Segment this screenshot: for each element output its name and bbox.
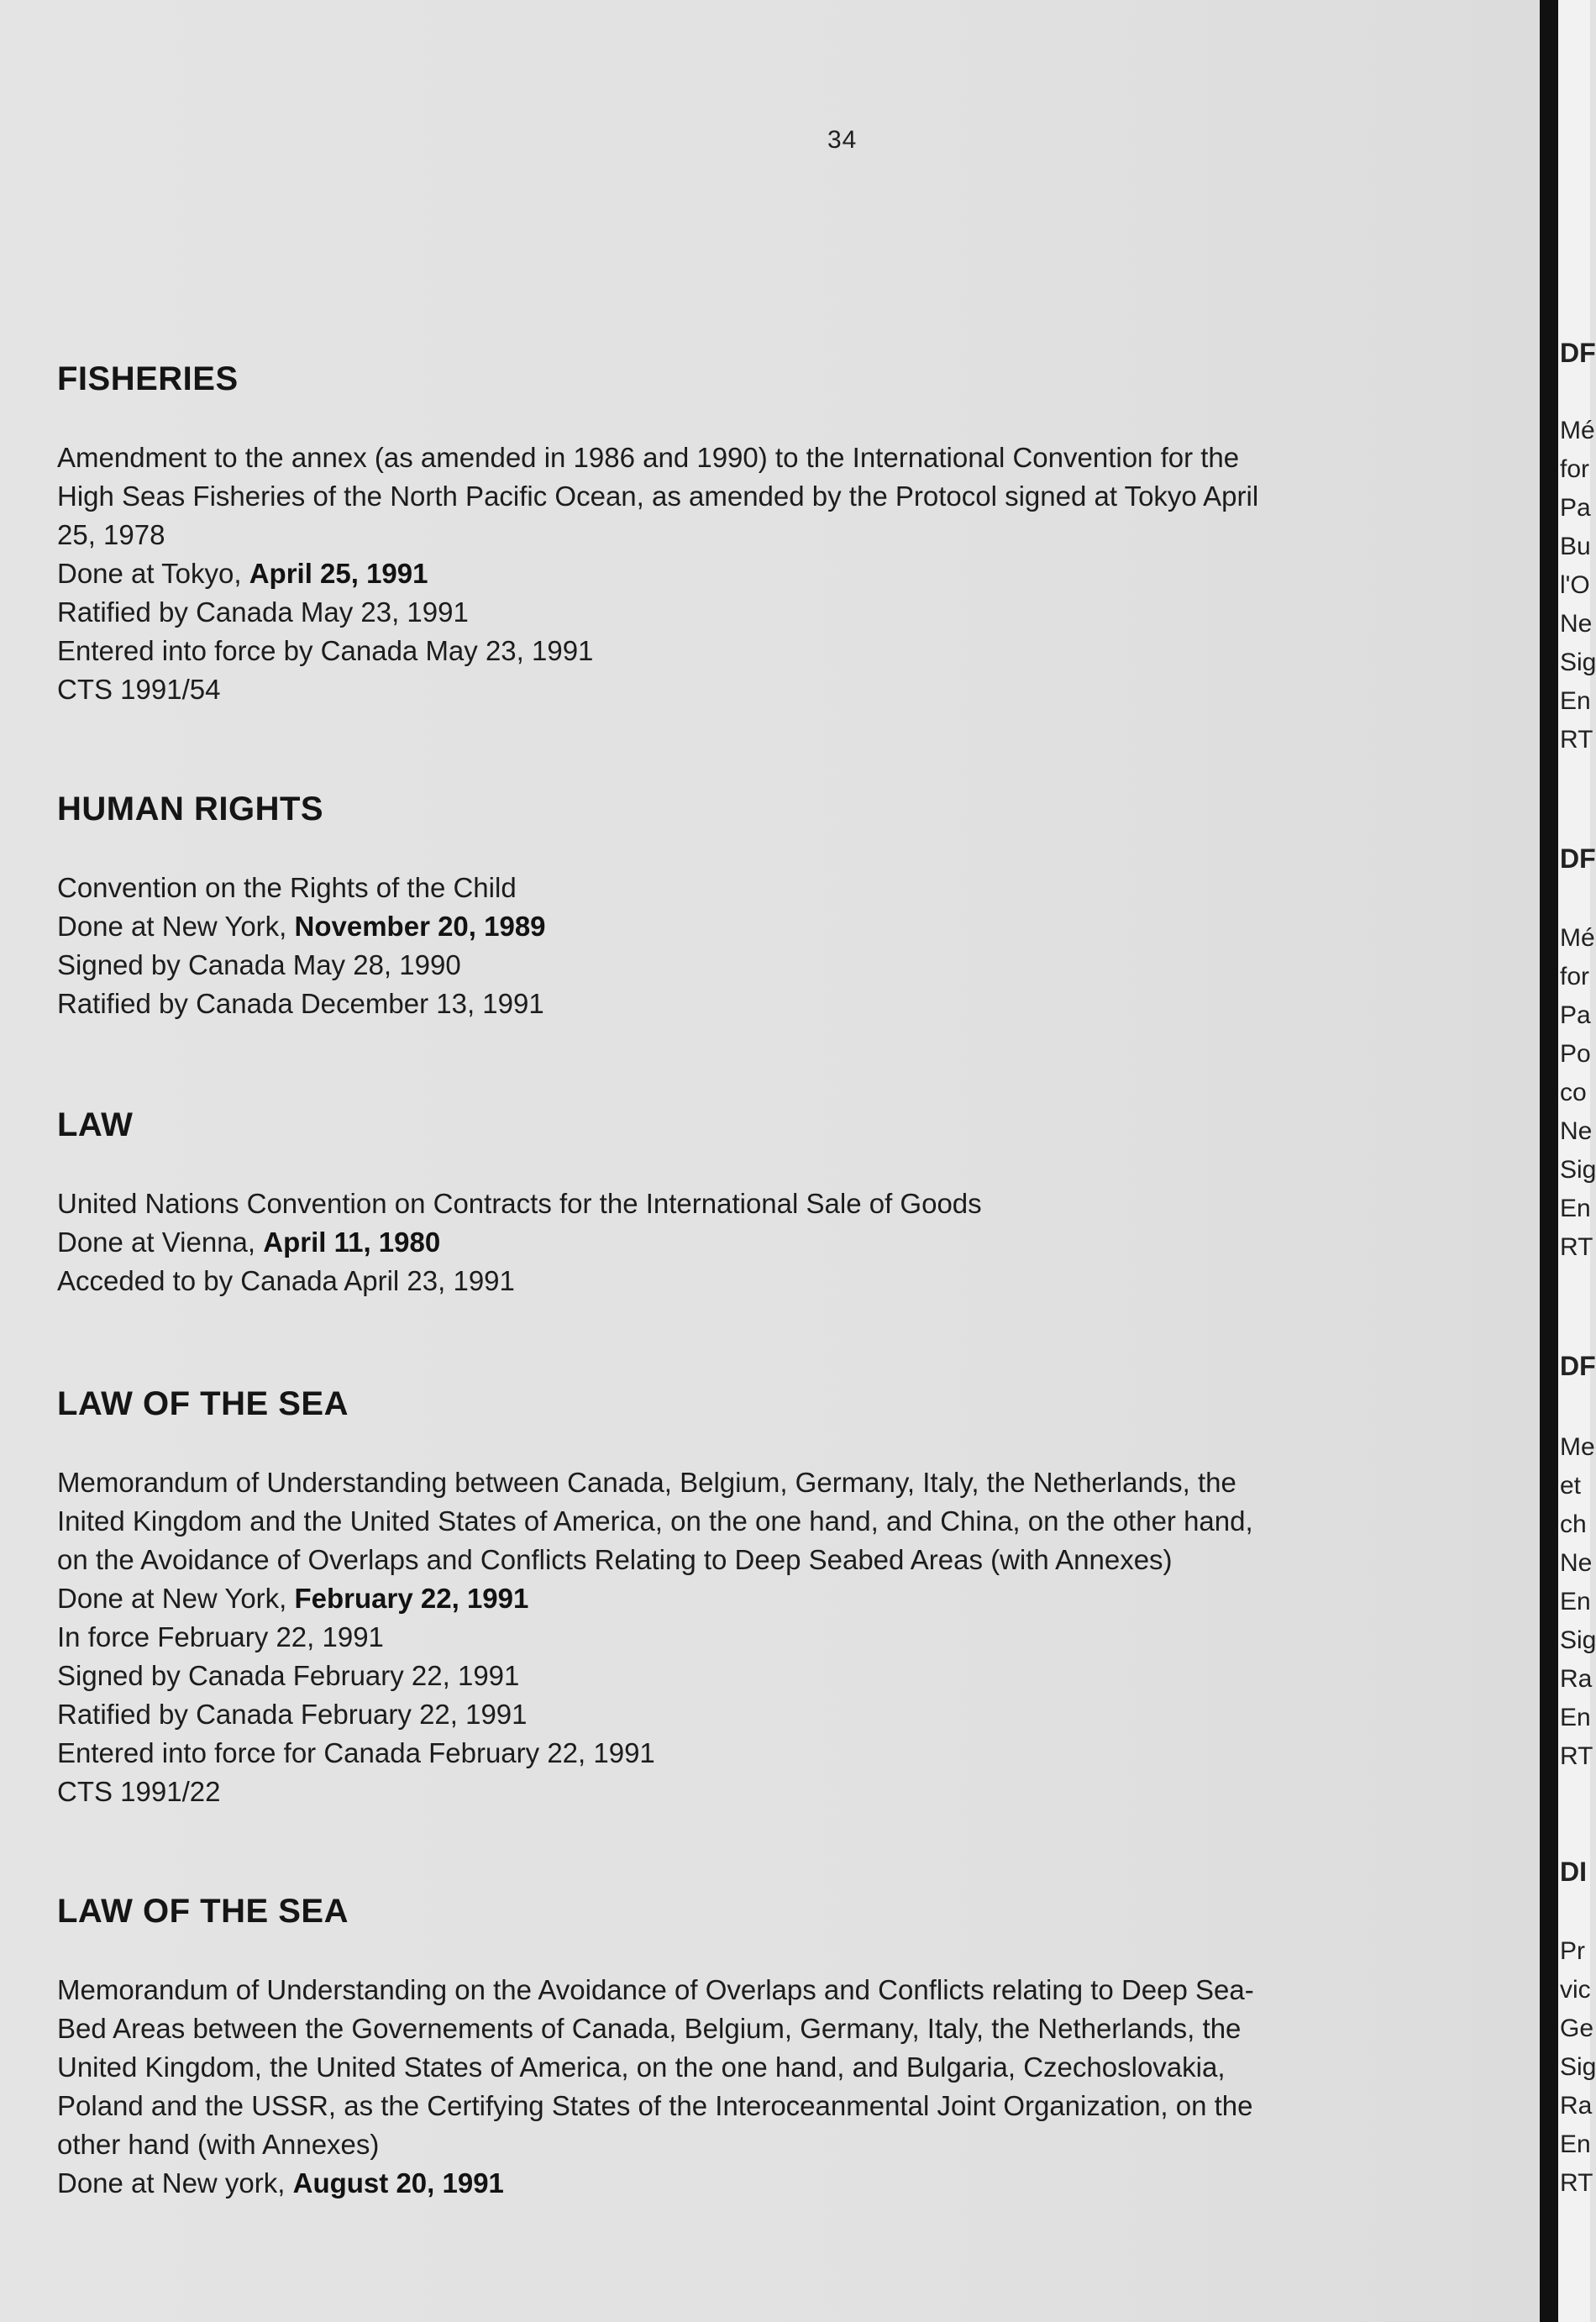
- facing-page-fragment: RT: [1560, 2169, 1593, 2197]
- detail-line: Signed by Canada May 28, 1990: [57, 949, 461, 980]
- facing-page-fragment: l'O: [1560, 571, 1590, 599]
- facing-page-fragment: Ne: [1560, 610, 1593, 638]
- done-place: Done at New York,: [57, 911, 287, 942]
- detail-line: CTS 1991/22: [57, 1776, 221, 1807]
- section-heading: LAW: [57, 1106, 134, 1143]
- treaty-title-line: Memorandum of Understanding between Canada, Belgium, Germany, Italy, the Netherlands, the: [57, 1467, 1236, 1498]
- section-law-of-the-sea-china: [57, 1384, 1519, 1811]
- done-place: Done at Tokyo,: [57, 558, 242, 589]
- facing-page-fragment: Mé: [1560, 924, 1595, 952]
- facing-page-fragment: for: [1560, 963, 1590, 990]
- section-fisheries: [57, 360, 1519, 709]
- facing-page-fragment: RT: [1560, 1233, 1593, 1261]
- done-at-line: [57, 1579, 1519, 1618]
- section-heading: HUMAN RIGHTS: [57, 791, 324, 827]
- facing-page-fragment: DI: [1560, 1857, 1587, 1887]
- done-date: August 20, 1991: [292, 2167, 504, 2199]
- treaty-title-line: Inited Kingdom and the United States of America, on the one hand, and China, on the other hand,: [57, 1505, 1253, 1537]
- detail-line: In force February 22, 1991: [57, 1621, 384, 1652]
- facing-page-fragment: Pr: [1560, 1937, 1585, 1965]
- facing-page-fragment: Sig: [1560, 1626, 1596, 1654]
- facing-page-fragment: Po: [1560, 1040, 1591, 1068]
- facing-page-fragment: Ne: [1560, 1117, 1593, 1145]
- detail-line: Entered into force by Canada May 23, 1991: [57, 635, 594, 666]
- facing-page-fragment: En: [1560, 687, 1591, 715]
- section-law-of-the-sea-ussr: [57, 1892, 1519, 2203]
- detail-line: Entered into force for Canada February 22, 1991: [57, 1737, 655, 1768]
- done-at-line: [57, 907, 1519, 946]
- facing-page-fragment: Ge: [1560, 2015, 1594, 2042]
- done-place: Done at New York,: [57, 1583, 287, 1614]
- section-law: [57, 1106, 1519, 1300]
- detail-line: CTS 1991/54: [57, 674, 221, 705]
- section-heading: LAW OF THE SEA: [57, 1385, 349, 1422]
- section-heading: LAW OF THE SEA: [57, 1893, 349, 1930]
- facing-page-fragment: En: [1560, 1588, 1591, 1615]
- facing-page-fragment: ch: [1560, 1510, 1587, 1538]
- treaty-title-line: Poland and the USSR, as the Certifying States of the Interoceanmental Joint Organization, on the: [57, 2090, 1253, 2121]
- done-at-line: [57, 1223, 1519, 1262]
- facing-page-fragment: En: [1560, 1195, 1591, 1222]
- done-place: Done at Vienna,: [57, 1227, 256, 1258]
- facing-page-fragment: Ra: [1560, 1665, 1593, 1693]
- done-date: April 11, 1980: [263, 1227, 441, 1258]
- done-date: November 20, 1989: [294, 911, 546, 942]
- done-at-line: [57, 554, 1519, 593]
- facing-page-fragment: Me: [1560, 1433, 1595, 1461]
- detail-line: Ratified by Canada May 23, 1991: [57, 596, 469, 628]
- detail-line: Signed by Canada February 22, 1991: [57, 1660, 520, 1691]
- facing-page-fragment: DF: [1560, 338, 1596, 368]
- facing-page-fragment: En: [1560, 2130, 1591, 2158]
- done-date: February 22, 1991: [294, 1583, 529, 1614]
- page-number: 34: [827, 126, 858, 154]
- facing-page-fragment: Sig: [1560, 1156, 1596, 1184]
- facing-page-fragment: co: [1560, 1079, 1587, 1106]
- facing-page-fragment: vic: [1560, 1976, 1591, 2004]
- facing-page-fragment: En: [1560, 1704, 1591, 1731]
- facing-page-fragment: et: [1560, 1472, 1582, 1500]
- section-heading: FISHERIES: [57, 360, 239, 397]
- treaty-title-line: United Nations Convention on Contracts for the International Sale of Goods: [57, 1188, 982, 1219]
- facing-page-fragment: Ra: [1560, 2092, 1593, 2120]
- treaty-title-line: High Seas Fisheries of the North Pacific Ocean, as amended by the Protocol signed at Tokyo April: [57, 481, 1259, 512]
- treaty-title-line: Convention on the Rights of the Child: [57, 872, 517, 903]
- facing-page-fragment: DF: [1560, 843, 1596, 874]
- treaty-title-line: Memorandum of Understanding on the Avoidance of Overlaps and Conflicts relating to Deep Sea-: [57, 1974, 1254, 2005]
- facing-page-fragment: Sig: [1560, 649, 1596, 676]
- treaty-title-line: 25, 1978: [57, 519, 165, 550]
- facing-page-fragment: Pa: [1560, 494, 1591, 522]
- facing-page-fragment: Pa: [1560, 1001, 1591, 1029]
- treaty-title-line: on the Avoidance of Overlaps and Conflicts Relating to Deep Seabed Areas (with Annexes): [57, 1544, 1173, 1575]
- facing-page-fragment: DF: [1560, 1351, 1596, 1381]
- facing-page-fragment: for: [1560, 455, 1590, 483]
- facing-page-fragment: Ne: [1560, 1549, 1593, 1577]
- treaty-title-line: Bed Areas between the Governements of Canada, Belgium, Germany, Italy, the Netherlands, the: [57, 2013, 1242, 2044]
- done-date: April 25, 1991: [249, 558, 428, 589]
- detail-line: Ratified by Canada December 13, 1991: [57, 988, 544, 1019]
- facing-page-fragment: RT: [1560, 726, 1593, 754]
- done-at-line: [57, 2164, 1519, 2203]
- treaty-title-line: other hand (with Annexes): [57, 2129, 380, 2160]
- section-human-rights: [57, 790, 1519, 1023]
- treaty-title-line: Amendment to the annex (as amended in 1986 and 1990) to the International Convention for the: [57, 442, 1240, 473]
- treaty-title-line: United Kingdom, the United States of America, on the one hand, and Bulgaria, Czechoslovakia,: [57, 2051, 1226, 2083]
- facing-page-fragment: Sig: [1560, 2053, 1596, 2081]
- done-place: Done at New york,: [57, 2167, 286, 2199]
- facing-page-edge: [1558, 0, 1596, 2322]
- detail-line: Acceded to by Canada April 23, 1991: [57, 1265, 515, 1296]
- detail-line: Ratified by Canada February 22, 1991: [57, 1699, 528, 1730]
- facing-page-fragment: RT: [1560, 1742, 1593, 1770]
- facing-page-fragment: Mé: [1560, 417, 1595, 444]
- facing-page-fragment: Bu: [1560, 533, 1591, 560]
